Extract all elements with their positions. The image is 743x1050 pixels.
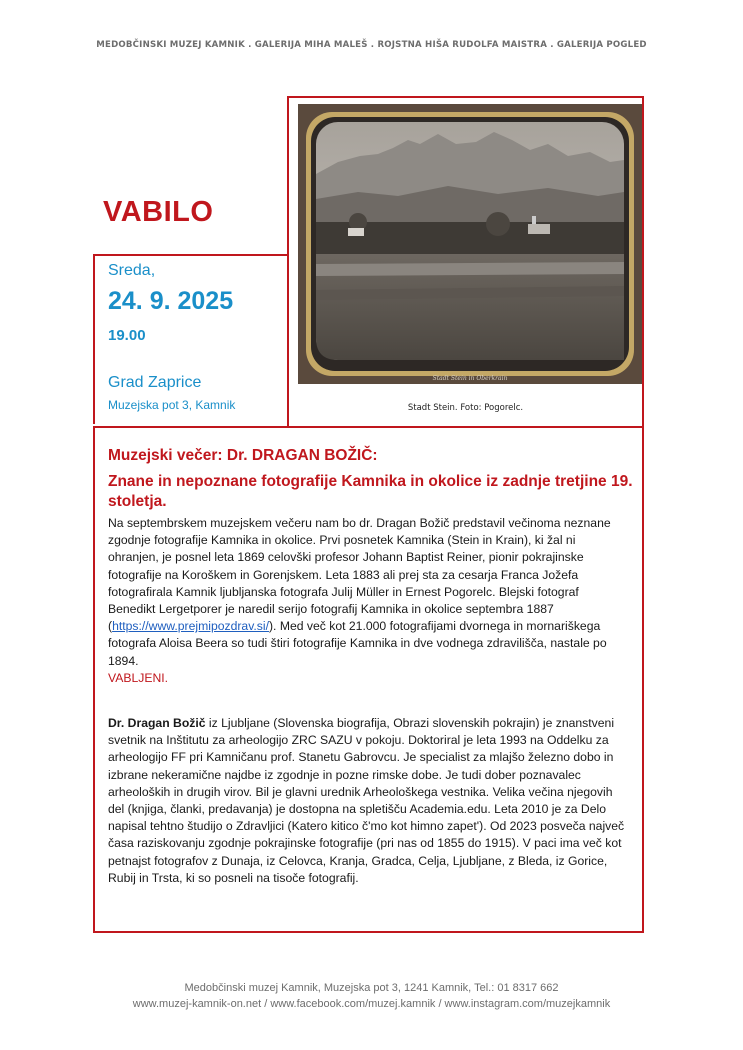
speaker-bio-text: iz Ljubljane (Slovenska biografija, Obrazi slovenskih pokrajin) je znanstveni svetnik na Inštitutu za arheologijo ZRC SAZU v pokoju. Doktoriral je leta 1993 na Oddelku za arheologijo FF pri Kamničanu prof. Stanetu Gabrovcu. Je specialist za mlajšo železno dobo in izbrane nekeramične najdbe iz zgodnje in pozne rimske dobe. Je tudi dober poznavalec arheoloških in drugih virov. Bil je glavni urednik Arheološkega vestnika. Velika večina njegovih del (knjiga, članki, predavanja) je dostopna na spletišču Academia.edu. Leta 2010 je za Delo napisal tehtno študijo o Zdravljici (Katero kitico č'mo kot himno zapet'). Od 2023 posveča največ časa raziskovanju zgodnje pokrajinske fotografije (pri nas od 1855 do 1915). V paci ima več kot petnajst fotografov z Dunaja, iz Celovca, Kranja, Gradca, Celja, Ljubljane, z Bleda, iz Gorice, Rubij in Trsta, ki so posneli na tisoče fotografij. [108, 716, 625, 885]
event-address: Muzejska pot 3, Kamnik [108, 398, 236, 412]
photo-caption: Stadt Stein. Foto: Pogorelc. [407, 403, 524, 413]
event-heading: Muzejski večer: Dr. DRAGAN BOŽIČ: [108, 447, 378, 464]
event-time: 19.00 [108, 327, 146, 344]
photo-frame [287, 96, 644, 428]
historic-photograph [298, 104, 642, 384]
welcome-text: VABLJENI. [108, 670, 169, 685]
photo-inscription: Stadt Stein in Oberkrain [432, 375, 508, 382]
speaker-name: Dr. Dragan Božič [108, 716, 206, 730]
prejmipozdrav-link[interactable]: https://www.prejmipozdrav.si/ [112, 619, 269, 634]
invitation-title: VABILO [103, 196, 214, 228]
event-day: Sreda, [108, 262, 156, 279]
lecture-subtitle: Znane in nepoznane fotografije Kamnika in okolice iz zadnje tretjine 19. stoletja. [108, 473, 633, 510]
event-place: Grad Zaprice [108, 374, 202, 391]
description-text-continued: ). Med več kot 21.000 fotografijami dvornega in mornariškega fotografa Aloisa Beera so tudi štiri fotografije Kamnika in dve vodnega zdravilišča, nastale po 1894. [108, 619, 607, 668]
speaker-bio [108, 715, 628, 887]
footer-links: www.muzej-kamnik-on.net / www.facebook.com/muzej.kamnik / www.instagram.com/muzejkamnik [132, 998, 611, 1010]
institutions-header: MEDOBČINSKI MUZEJ KAMNIK . GALERIJA MIHA MALEŠ . ROJSTNA HIŠA RUDOLFA MAISTRA . GALERIJA POGLED [96, 40, 647, 50]
description-text: Na septembrskem muzejskem večeru nam bo dr. Dragan Božič predstavil večinoma neznane zgodnje fotografije Kamnika in okolice. Prvi posnetek Kamnika (Stein in Krain), ki žal ni ohranjen, je posnel leta 1869 celovški profesor Johann Baptist Reiner, pionir pokrajinske fotografije na Koroškem in Gorenjskem. Leta 1883 ali prej sta za cesarja Franca Jožefa fotografirala Kamnik ljubljanska fotografa Julij Müller in Ernest Pogorelc. Blejski fotograf Benedikt Lergetporer je naredil serijo fotografij Kamnika in okolice septembra 1887 ( [108, 516, 611, 634]
footer-address: Medobčinski muzej Kamnik, Muzejska pot 3, 1241 Kamnik, Tel.: 01 8317 662 [184, 982, 559, 994]
lecture-description [108, 515, 628, 687]
photo-image [298, 104, 642, 384]
event-date: 24. 9. 2025 [108, 287, 234, 315]
